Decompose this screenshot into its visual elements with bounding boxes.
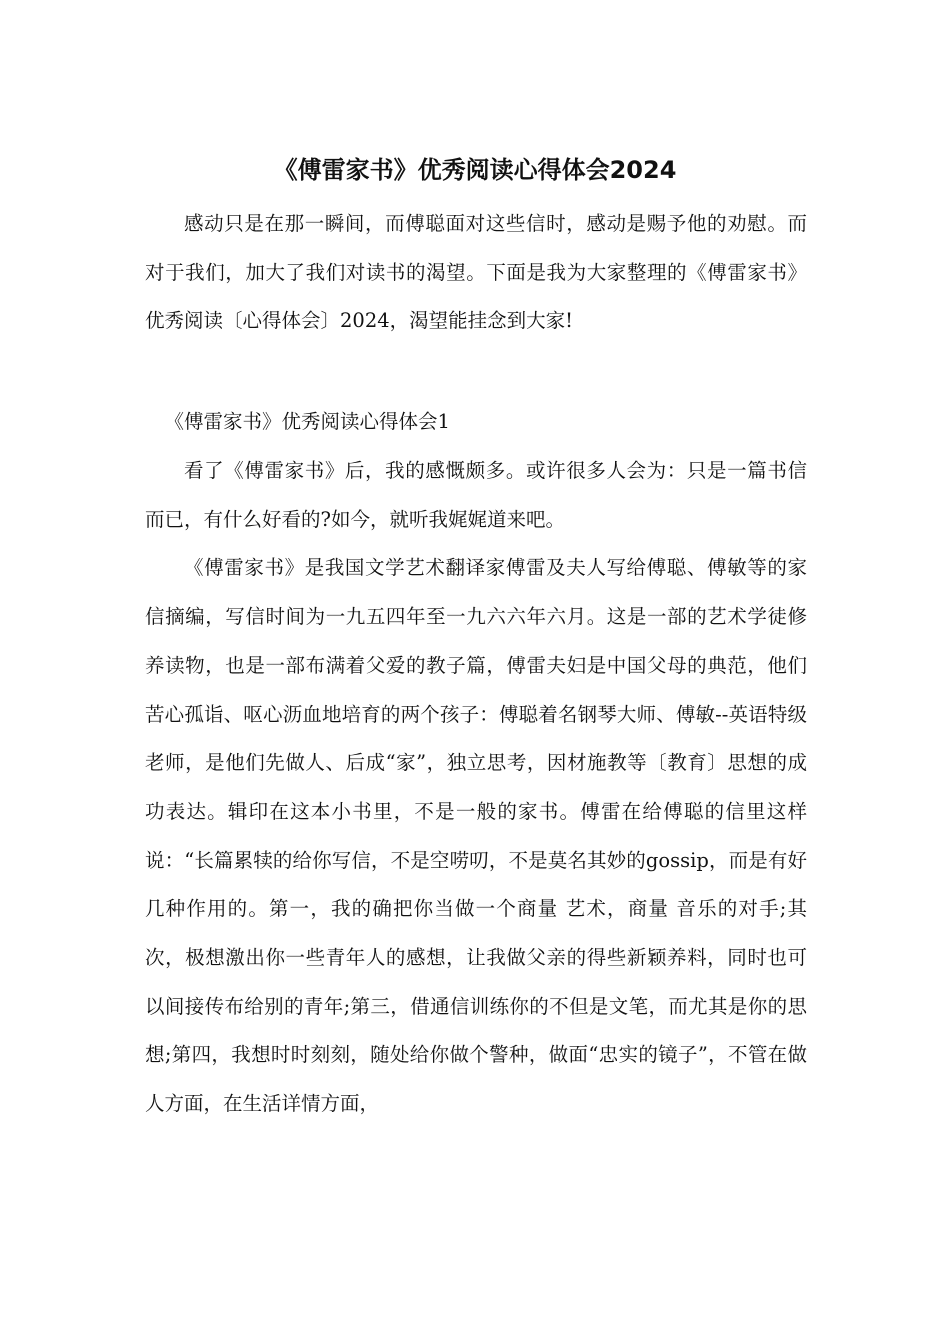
intro-paragraph: 感动只是在那一瞬间，而傅聪面对这些信时，感动是赐予他的劝慰。而对于我们，加大了我们对读书的渴望。下面是我为大家整理的《傅雷家书》优秀阅读〔心得体会〕2024，渴望能挂念到大家! (145, 212, 807, 333)
intro-block (145, 200, 807, 346)
body-block (145, 447, 807, 1129)
document-title: 《傅雷家书》优秀阅读心得体会2024 (273, 156, 677, 184)
section-heading: 《傅雷家书》优秀阅读心得体会1 (164, 410, 450, 433)
body-paragraph-1: 看了《傅雷家书》后，我的感慨颇多。或许很多人会为：只是一篇书信而已，有什么好看的?如今，就听我娓娓道来吧。 (145, 459, 807, 531)
body-paragraph-2: 《傅雷家书》是我国文学艺术翻译家傅雷及夫人写给傅聪、傅敏等的家信摘编，写信时间为一九五四年至一九六六年六月。这是一部的艺术学徒修养读物，也是一部布满着父爱的教子篇，傅雷夫妇是中国父母的典范，他们苦心孤诣、呕心沥血地培育的两个孩子：傅聪着名钢琴大师、傅敏--英语特级老师，是他们先做人、后成“家”，独立思考，因材施教等〔教育〕思想的成功表达。辑印在这本小书里，不是一般的家书。傅雷在给傅聪的信里这样说：“长篇累犊的给你写信，不是空唠叨，不是莫名其妙的gossip，而是有好几种作用的。第一，我的确把你当做一个商量 艺术，商量 音乐的对手;其次，极想激出你一些青年人的感想，让我做父亲的得些新颖养料，同时也可以间接传布给别的青年;第三，借通信训练你的不但是文笔，而尤其是你的思想;第四，我想时时刻刻，随处给你做个警种，做面“忠实的镜子”，不管在做人方面，在生活详情方面， (145, 556, 807, 1116)
